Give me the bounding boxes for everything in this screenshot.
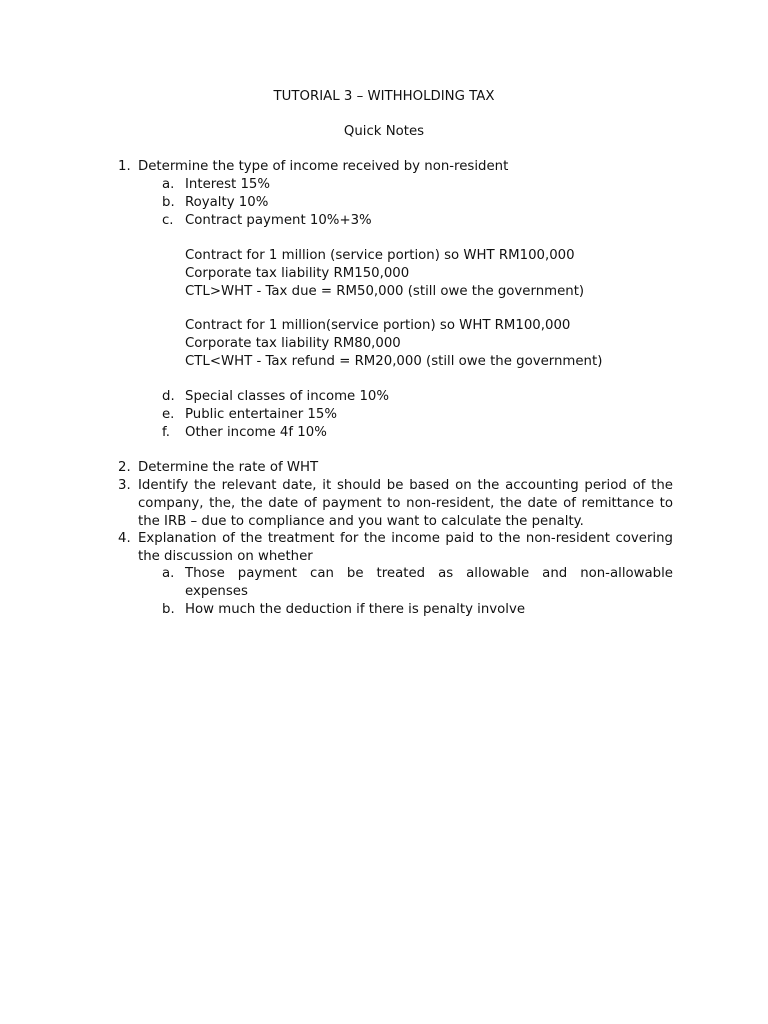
example-line: Corporate tax liability RM150,000 — [185, 266, 410, 281]
sublist-marker: a. — [162, 566, 175, 581]
list-number: 4. — [118, 531, 131, 546]
example-line: Contract for 1 million(service portion) so WHT RM100,000 — [185, 318, 571, 333]
sublist-marker: e. — [162, 407, 175, 422]
list-item-text: the IRB – due to compliance and you want to calculate the penalty. — [138, 514, 584, 529]
sublist-item-text: Special classes of income 10% — [185, 389, 390, 404]
list-item-text: Identify the relevant date, it should be based on the accounting period of the — [138, 478, 673, 493]
list-item-text: Determine the type of income received by non-resident — [138, 159, 509, 174]
list-item-text: Determine the rate of WHT — [138, 460, 319, 475]
sublist-marker: f. — [162, 425, 170, 440]
list-number: 1. — [118, 159, 131, 174]
sublist-marker: b. — [162, 195, 175, 210]
sublist-marker: d. — [162, 389, 175, 404]
list-item-text: company, the, the date of payment to non-resident, the date of remittance to — [138, 496, 673, 511]
example-line: Corporate tax liability RM80,000 — [185, 336, 401, 351]
list-number: 2. — [118, 460, 131, 475]
sublist-item-text: Other income 4f 10% — [185, 425, 327, 440]
sublist-item-text: Royalty 10% — [185, 195, 269, 210]
document-subtitle: Quick Notes — [343, 124, 425, 139]
sublist-marker: b. — [162, 602, 175, 617]
example-line: CTL>WHT - Tax due = RM50,000 (still owe the government) — [185, 284, 585, 299]
sublist-item-text: How much the deduction if there is penalty involve — [185, 602, 526, 617]
sublist-item-text: Contract payment 10%+3% — [185, 213, 372, 228]
example-line: CTL<WHT - Tax refund = RM20,000 (still owe the government) — [185, 354, 603, 369]
sublist-item-text: Interest 15% — [185, 177, 271, 192]
example-line: Contract for 1 million (service portion) so WHT RM100,000 — [185, 248, 575, 263]
sublist-marker: a. — [162, 177, 175, 192]
sublist-marker: c. — [162, 213, 174, 228]
list-item-text: the discussion on whether — [138, 549, 313, 564]
sublist-item-text: Public entertainer 15% — [185, 407, 337, 422]
sublist-item-text: expenses — [185, 584, 248, 599]
sublist-item-text: Those payment can be treated as allowable and non-allowable — [185, 566, 673, 581]
list-number: 3. — [118, 478, 131, 493]
document-title: TUTORIAL 3 – WITHHOLDING TAX — [273, 89, 495, 104]
list-item-text: Explanation of the treatment for the income paid to the non-resident covering — [138, 531, 673, 546]
